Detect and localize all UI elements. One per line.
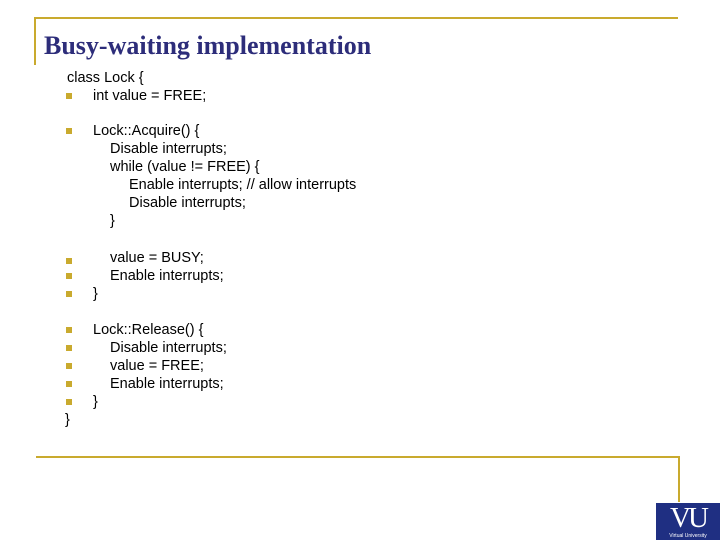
code-line: } <box>110 213 115 229</box>
right-rule <box>678 458 680 502</box>
bullet-icon <box>66 93 72 99</box>
slide-title: Busy-waiting implementation <box>44 31 372 60</box>
code-line: Enable interrupts; <box>110 268 224 284</box>
bottom-rule <box>36 456 680 458</box>
code-line: } <box>65 412 70 428</box>
bullet-icon <box>66 128 72 134</box>
bullet-icon <box>66 327 72 333</box>
bullet-icon <box>66 258 72 264</box>
code-line: class Lock { <box>67 70 144 86</box>
code-line: Disable interrupts; <box>110 340 227 356</box>
code-line: Lock::Acquire() { <box>93 123 200 139</box>
bullet-icon <box>66 399 72 405</box>
left-rule <box>34 17 36 65</box>
bullet-icon <box>66 363 72 369</box>
bullet-icon <box>66 381 72 387</box>
code-line: } <box>93 394 98 410</box>
code-line: value = BUSY; <box>110 250 204 266</box>
vu-logo <box>656 503 720 540</box>
code-line: Enable interrupts; // allow interrupts <box>129 177 357 193</box>
bullet-icon <box>66 291 72 297</box>
code-line: while (value != FREE) { <box>110 159 260 175</box>
code-line: value = FREE; <box>110 358 204 374</box>
bullet-icon <box>66 345 72 351</box>
logo-subtitle: Virtual University <box>669 533 707 539</box>
code-line: Enable interrupts; <box>110 376 224 392</box>
code-line: Disable interrupts; <box>129 195 246 211</box>
top-rule <box>34 17 678 19</box>
code-line: Disable interrupts; <box>110 141 227 157</box>
code-line: Lock::Release() { <box>93 322 204 338</box>
bullet-icon <box>66 273 72 279</box>
logo-mark: VU <box>670 502 706 534</box>
code-line: int value = FREE; <box>93 88 207 104</box>
code-line: } <box>93 286 98 302</box>
